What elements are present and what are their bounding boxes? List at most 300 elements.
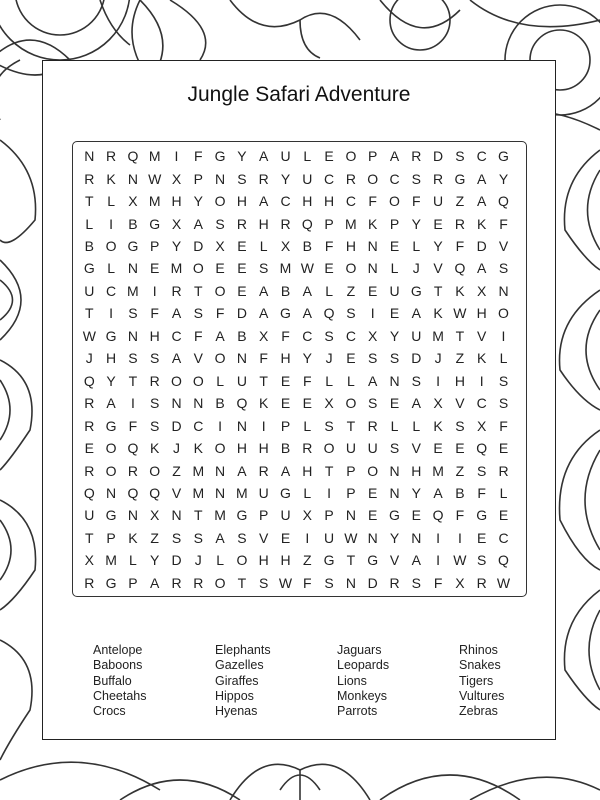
grid-cell[interactable]: Q <box>476 440 488 457</box>
grid-cell[interactable]: A <box>302 282 312 299</box>
grid-cell[interactable]: A <box>215 327 225 344</box>
grid-cell[interactable]: Y <box>498 170 509 187</box>
grid-cell[interactable]: E <box>433 440 443 457</box>
grid-cell[interactable]: A <box>477 170 487 187</box>
grid-cell[interactable]: C <box>280 193 291 210</box>
grid-cell[interactable]: R <box>84 417 95 434</box>
grid-cell[interactable]: G <box>214 148 226 165</box>
grid-cell[interactable]: G <box>323 552 335 569</box>
grid-cell[interactable]: D <box>193 238 204 254</box>
grid-cell[interactable]: M <box>148 148 161 165</box>
grid-cell[interactable]: S <box>411 170 421 187</box>
grid-cell[interactable]: P <box>150 238 160 254</box>
grid-cell[interactable]: L <box>325 372 333 389</box>
grid-cell[interactable]: G <box>105 574 117 591</box>
grid-cell[interactable]: V <box>455 395 465 412</box>
grid-cell[interactable]: P <box>193 170 203 187</box>
grid-cell[interactable]: O <box>214 574 226 591</box>
grid-cell[interactable]: A <box>477 260 487 277</box>
grid-cell[interactable]: O <box>498 305 509 322</box>
grid-cell[interactable]: T <box>85 305 94 322</box>
grid-cell[interactable]: S <box>411 372 421 389</box>
grid-cell[interactable]: O <box>214 282 226 299</box>
grid-cell[interactable]: R <box>367 417 378 434</box>
grid-cell[interactable]: F <box>412 193 421 210</box>
grid-cell[interactable]: U <box>236 372 247 389</box>
grid-cell[interactable]: I <box>501 327 506 344</box>
grid-cell[interactable]: R <box>389 574 400 591</box>
grid-cell[interactable]: J <box>412 260 420 277</box>
grid-cell[interactable]: N <box>367 238 378 254</box>
grid-cell[interactable]: B <box>128 215 138 232</box>
grid-cell[interactable]: N <box>367 260 378 277</box>
grid-cell[interactable]: S <box>498 372 509 389</box>
grid-cell[interactable]: G <box>83 260 95 277</box>
grid-cell[interactable]: F <box>455 238 465 254</box>
grid-cell[interactable]: S <box>215 215 225 232</box>
grid-cell[interactable]: N <box>127 170 138 187</box>
grid-cell[interactable]: R <box>127 462 138 479</box>
grid-cell[interactable]: E <box>215 260 225 277</box>
grid-cell[interactable]: A <box>171 305 182 322</box>
grid-cell[interactable]: U <box>324 529 335 546</box>
grid-cell[interactable]: N <box>236 350 247 367</box>
grid-cell[interactable]: A <box>280 462 291 479</box>
grid-cell[interactable]: U <box>84 507 95 524</box>
grid-cell[interactable]: O <box>105 462 117 479</box>
grid-cell[interactable]: Y <box>280 170 291 187</box>
grid-cell[interactable]: A <box>411 395 421 412</box>
grid-cell[interactable]: P <box>128 574 138 591</box>
grid-cell[interactable]: L <box>303 417 312 434</box>
grid-cell[interactable]: R <box>454 215 465 232</box>
grid-cell[interactable]: F <box>324 238 334 254</box>
grid-cell[interactable]: T <box>259 372 268 389</box>
grid-cell[interactable]: S <box>389 440 400 457</box>
grid-cell[interactable]: X <box>150 507 160 524</box>
grid-cell[interactable]: D <box>476 238 487 254</box>
grid-cell[interactable]: G <box>454 170 466 187</box>
grid-cell[interactable]: S <box>150 395 160 412</box>
grid-cell[interactable]: S <box>389 350 400 367</box>
grid-cell[interactable]: Q <box>454 260 466 277</box>
grid-cell[interactable]: O <box>367 170 379 187</box>
grid-cell[interactable]: Z <box>455 350 465 367</box>
grid-cell[interactable]: E <box>150 260 160 277</box>
grid-cell[interactable]: I <box>218 417 223 434</box>
grid-cell[interactable]: C <box>345 327 356 344</box>
grid-cell[interactable]: A <box>433 484 443 501</box>
grid-cell[interactable]: R <box>498 462 509 479</box>
grid-cell[interactable]: N <box>345 507 356 524</box>
grid-cell[interactable]: M <box>279 260 292 277</box>
grid-cell[interactable]: G <box>367 552 379 569</box>
grid-cell[interactable]: T <box>85 529 94 546</box>
grid-cell[interactable]: R <box>84 395 95 412</box>
grid-cell[interactable]: R <box>476 574 487 591</box>
grid-cell[interactable]: V <box>477 327 487 344</box>
grid-cell[interactable]: S <box>477 552 487 569</box>
grid-cell[interactable]: V <box>411 440 421 457</box>
grid-cell[interactable]: N <box>84 148 95 165</box>
grid-cell[interactable]: A <box>259 282 269 299</box>
grid-cell[interactable]: Y <box>411 484 421 501</box>
grid-cell[interactable]: Q <box>83 484 95 501</box>
grid-cell[interactable]: R <box>345 170 356 187</box>
grid-cell[interactable]: J <box>173 440 180 457</box>
grid-cell[interactable]: N <box>345 574 356 591</box>
grid-cell[interactable]: J <box>325 350 333 367</box>
grid-cell[interactable]: Z <box>150 529 159 546</box>
grid-cell[interactable]: D <box>171 417 182 434</box>
grid-cell[interactable]: K <box>106 170 116 187</box>
grid-cell[interactable]: Q <box>149 484 161 501</box>
grid-cell[interactable]: N <box>236 417 247 434</box>
grid-cell[interactable]: Z <box>346 282 356 299</box>
grid-cell[interactable]: C <box>106 282 117 299</box>
grid-cell[interactable]: O <box>345 260 357 277</box>
grid-cell[interactable]: R <box>84 462 95 479</box>
grid-cell[interactable]: R <box>149 372 160 389</box>
grid-cell[interactable]: N <box>215 462 226 479</box>
grid-cell[interactable]: E <box>433 215 443 232</box>
grid-cell[interactable]: A <box>368 372 378 389</box>
grid-cell[interactable]: W <box>453 305 467 322</box>
grid-cell[interactable]: W <box>278 574 293 591</box>
grid-cell[interactable]: X <box>128 193 138 210</box>
grid-cell[interactable]: X <box>171 215 182 232</box>
grid-cell[interactable]: E <box>302 395 312 412</box>
grid-cell[interactable]: Q <box>127 484 139 501</box>
grid-cell[interactable]: L <box>412 238 421 254</box>
grid-cell[interactable]: V <box>193 350 203 367</box>
grid-cell[interactable]: L <box>128 552 137 569</box>
grid-cell[interactable]: X <box>477 282 487 299</box>
grid-cell[interactable]: M <box>192 462 205 479</box>
grid-cell[interactable]: E <box>237 282 247 299</box>
grid-cell[interactable]: P <box>389 215 400 232</box>
grid-cell[interactable]: C <box>324 170 335 187</box>
grid-cell[interactable]: B <box>280 440 291 457</box>
grid-cell[interactable]: I <box>109 305 114 322</box>
grid-cell[interactable]: L <box>216 552 224 569</box>
grid-cell[interactable]: M <box>127 282 139 299</box>
grid-cell[interactable]: R <box>84 170 95 187</box>
grid-cell[interactable]: T <box>237 574 247 591</box>
grid-cell[interactable]: N <box>127 327 138 344</box>
grid-cell[interactable]: Y <box>411 215 421 232</box>
grid-cell[interactable]: L <box>412 417 421 434</box>
grid-cell[interactable]: C <box>302 327 313 344</box>
grid-cell[interactable]: E <box>411 507 421 524</box>
grid-cell[interactable]: J <box>194 552 202 569</box>
grid-cell[interactable]: D <box>411 350 422 367</box>
grid-cell[interactable]: Q <box>498 193 509 210</box>
grid-cell[interactable]: D <box>236 305 247 322</box>
grid-cell[interactable]: B <box>302 238 312 254</box>
grid-cell[interactable]: O <box>105 440 117 457</box>
grid-cell[interactable]: N <box>171 507 182 524</box>
grid-cell[interactable]: R <box>302 440 313 457</box>
grid-cell[interactable]: H <box>258 440 269 457</box>
grid-cell[interactable]: H <box>171 193 182 210</box>
grid-cell[interactable]: X <box>302 507 312 524</box>
grid-cell[interactable]: R <box>258 462 269 479</box>
grid-cell[interactable]: O <box>214 350 226 367</box>
grid-cell[interactable]: E <box>237 260 247 277</box>
grid-cell[interactable]: Y <box>389 327 400 344</box>
grid-cell[interactable]: G <box>236 507 248 524</box>
grid-cell[interactable]: Y <box>193 193 203 210</box>
grid-cell[interactable]: U <box>84 282 95 299</box>
grid-cell[interactable]: H <box>302 193 313 210</box>
grid-cell[interactable]: O <box>367 462 379 479</box>
grid-cell[interactable]: O <box>214 440 226 457</box>
grid-cell[interactable]: U <box>367 440 378 457</box>
grid-cell[interactable]: D <box>171 552 182 569</box>
grid-cell[interactable]: B <box>84 238 94 254</box>
grid-cell[interactable]: E <box>346 350 356 367</box>
grid-cell[interactable]: G <box>105 507 117 524</box>
grid-cell[interactable]: T <box>455 327 465 344</box>
grid-cell[interactable]: V <box>389 552 400 569</box>
grid-cell[interactable]: L <box>390 260 399 277</box>
grid-cell[interactable]: N <box>215 170 226 187</box>
grid-cell[interactable]: K <box>455 282 465 299</box>
grid-cell[interactable]: Z <box>303 552 312 569</box>
grid-cell[interactable]: H <box>236 193 247 210</box>
grid-cell[interactable]: F <box>433 574 443 591</box>
grid-cell[interactable]: F <box>194 148 203 165</box>
grid-cell[interactable]: P <box>346 462 356 479</box>
grid-cell[interactable]: N <box>367 529 378 546</box>
grid-cell[interactable]: Q <box>127 148 139 165</box>
grid-cell[interactable]: X <box>324 395 334 412</box>
grid-cell[interactable]: Y <box>150 552 160 569</box>
grid-cell[interactable]: W <box>300 260 314 277</box>
grid-cell[interactable]: E <box>324 260 334 277</box>
grid-cell[interactable]: L <box>303 484 312 501</box>
grid-cell[interactable]: I <box>130 395 135 412</box>
grid-cell[interactable]: X <box>433 395 443 412</box>
grid-cell[interactable]: L <box>303 148 312 165</box>
grid-cell[interactable]: T <box>194 282 203 299</box>
grid-cell[interactable]: O <box>149 462 161 479</box>
grid-cell[interactable]: R <box>106 148 117 165</box>
grid-cell[interactable]: T <box>324 462 334 479</box>
grid-cell[interactable]: K <box>477 350 487 367</box>
grid-cell[interactable]: V <box>433 260 443 277</box>
grid-cell[interactable]: R <box>236 215 247 232</box>
grid-cell[interactable]: K <box>259 395 269 412</box>
grid-cell[interactable]: I <box>152 282 157 299</box>
grid-cell[interactable]: V <box>171 484 182 501</box>
grid-cell[interactable]: M <box>170 260 183 277</box>
grid-cell[interactable]: I <box>305 529 310 546</box>
grid-cell[interactable]: F <box>259 350 268 367</box>
grid-cell[interactable]: N <box>389 372 400 389</box>
grid-cell[interactable]: I <box>479 372 484 389</box>
grid-cell[interactable]: Q <box>432 507 444 524</box>
grid-cell[interactable]: E <box>280 529 291 546</box>
grid-cell[interactable]: U <box>302 170 313 187</box>
grid-cell[interactable]: N <box>389 484 400 501</box>
grid-cell[interactable]: E <box>368 282 378 299</box>
grid-cell[interactable]: S <box>368 395 378 412</box>
grid-cell[interactable]: K <box>433 305 443 322</box>
grid-cell[interactable]: R <box>258 170 269 187</box>
grid-cell[interactable]: J <box>85 350 93 367</box>
grid-cell[interactable]: E <box>498 440 509 457</box>
grid-cell[interactable]: C <box>476 148 487 165</box>
grid-cell[interactable]: R <box>433 170 444 187</box>
grid-cell[interactable]: A <box>477 193 487 210</box>
grid-cell[interactable]: T <box>128 372 138 389</box>
grid-cell[interactable]: R <box>84 574 95 591</box>
grid-cell[interactable]: A <box>150 574 160 591</box>
grid-cell[interactable]: F <box>368 193 377 210</box>
grid-cell[interactable]: P <box>259 507 269 524</box>
grid-cell[interactable]: Q <box>127 440 139 457</box>
grid-cell[interactable]: S <box>237 529 247 546</box>
grid-cell[interactable]: O <box>236 552 248 569</box>
grid-cell[interactable]: C <box>476 395 487 412</box>
grid-cell[interactable]: W <box>82 327 96 344</box>
grid-cell[interactable]: A <box>215 529 225 546</box>
grid-cell[interactable]: O <box>345 395 357 412</box>
grid-cell[interactable]: Y <box>433 238 443 254</box>
grid-cell[interactable]: R <box>171 574 182 591</box>
grid-cell[interactable]: E <box>477 529 487 546</box>
grid-cell[interactable]: Q <box>83 372 95 389</box>
grid-cell[interactable]: T <box>433 282 443 299</box>
grid-cell[interactable]: M <box>105 552 117 569</box>
grid-cell[interactable]: M <box>345 215 357 232</box>
grid-cell[interactable]: M <box>432 462 444 479</box>
grid-cell[interactable]: F <box>303 574 312 591</box>
grid-cell[interactable]: B <box>455 484 465 501</box>
grid-cell[interactable]: M <box>236 484 248 501</box>
grid-cell[interactable]: I <box>457 529 462 546</box>
grid-cell[interactable]: I <box>436 529 441 546</box>
grid-cell[interactable]: I <box>174 148 179 165</box>
grid-cell[interactable]: R <box>280 215 291 232</box>
grid-cell[interactable]: T <box>346 552 356 569</box>
grid-cell[interactable]: Q <box>301 215 313 232</box>
grid-cell[interactable]: L <box>85 215 94 232</box>
grid-cell[interactable]: S <box>324 327 334 344</box>
grid-cell[interactable]: E <box>280 372 291 389</box>
grid-cell[interactable]: S <box>498 260 509 277</box>
grid-cell[interactable]: K <box>433 417 443 434</box>
grid-cell[interactable]: I <box>109 215 114 232</box>
grid-cell[interactable]: S <box>150 417 160 434</box>
grid-cell[interactable]: L <box>259 238 268 254</box>
grid-cell[interactable]: A <box>411 305 421 322</box>
grid-cell[interactable]: E <box>389 305 400 322</box>
grid-cell[interactable]: E <box>368 484 378 501</box>
grid-cell[interactable]: H <box>476 305 487 322</box>
grid-cell[interactable]: H <box>106 350 117 367</box>
grid-cell[interactable]: E <box>389 395 400 412</box>
grid-cell[interactable]: L <box>107 260 115 277</box>
grid-cell[interactable]: P <box>368 148 378 165</box>
grid-cell[interactable]: H <box>345 238 356 254</box>
grid-cell[interactable]: U <box>280 148 291 165</box>
grid-cell[interactable]: U <box>280 507 291 524</box>
grid-cell[interactable]: A <box>237 462 247 479</box>
grid-cell[interactable]: P <box>106 529 116 546</box>
grid-cell[interactable]: L <box>499 350 508 367</box>
grid-cell[interactable]: C <box>193 417 204 434</box>
grid-cell[interactable]: E <box>280 395 291 412</box>
grid-cell[interactable]: Y <box>237 148 247 165</box>
grid-cell[interactable]: P <box>324 215 334 232</box>
grid-cell[interactable]: H <box>411 462 422 479</box>
grid-cell[interactable]: E <box>455 440 465 457</box>
grid-cell[interactable]: B <box>215 395 225 412</box>
grid-cell[interactable]: S <box>411 574 421 591</box>
grid-cell[interactable]: U <box>389 282 400 299</box>
grid-cell[interactable]: A <box>106 395 116 412</box>
grid-cell[interactable]: G <box>498 148 509 165</box>
grid-cell[interactable]: S <box>128 350 138 367</box>
grid-cell[interactable]: Z <box>455 462 465 479</box>
grid-cell[interactable]: F <box>150 305 159 322</box>
grid-cell[interactable]: F <box>281 327 290 344</box>
grid-cell[interactable]: G <box>149 215 161 232</box>
grid-cell[interactable]: X <box>215 238 225 254</box>
grid-cell[interactable]: M <box>432 327 444 344</box>
grid-cell[interactable]: X <box>280 238 291 254</box>
grid-cell[interactable]: G <box>410 282 422 299</box>
grid-cell[interactable]: E <box>324 148 334 165</box>
grid-cell[interactable]: D <box>367 574 378 591</box>
grid-cell[interactable]: F <box>499 417 508 434</box>
grid-cell[interactable]: Y <box>106 372 116 389</box>
grid-cell[interactable]: E <box>368 507 378 524</box>
grid-cell[interactable]: D <box>433 148 444 165</box>
grid-cell[interactable]: F <box>215 305 225 322</box>
grid-cell[interactable]: O <box>192 260 204 277</box>
grid-cell[interactable]: A <box>259 193 269 210</box>
grid-cell[interactable]: S <box>455 417 465 434</box>
grid-cell[interactable]: A <box>259 305 269 322</box>
grid-cell[interactable]: L <box>390 417 399 434</box>
grid-cell[interactable]: W <box>148 170 162 187</box>
grid-cell[interactable]: S <box>193 305 203 322</box>
grid-cell[interactable]: F <box>455 507 465 524</box>
grid-cell[interactable]: V <box>259 529 269 546</box>
grid-cell[interactable]: C <box>171 327 182 344</box>
grid-cell[interactable]: H <box>280 350 291 367</box>
grid-cell[interactable]: L <box>325 282 333 299</box>
grid-cell[interactable]: H <box>258 215 269 232</box>
grid-cell[interactable]: H <box>324 193 335 210</box>
grid-cell[interactable]: S <box>498 395 509 412</box>
grid-cell[interactable]: G <box>389 507 400 524</box>
grid-cell[interactable]: P <box>280 417 291 434</box>
grid-cell[interactable]: N <box>127 507 138 524</box>
grid-cell[interactable]: V <box>498 238 509 254</box>
grid-cell[interactable]: H <box>236 440 247 457</box>
grid-cell[interactable]: X <box>84 552 94 569</box>
grid-cell[interactable]: E <box>498 507 509 524</box>
grid-cell[interactable]: S <box>368 350 378 367</box>
grid-cell[interactable]: O <box>389 193 400 210</box>
grid-cell[interactable]: S <box>150 350 160 367</box>
grid-cell[interactable]: E <box>389 238 400 254</box>
